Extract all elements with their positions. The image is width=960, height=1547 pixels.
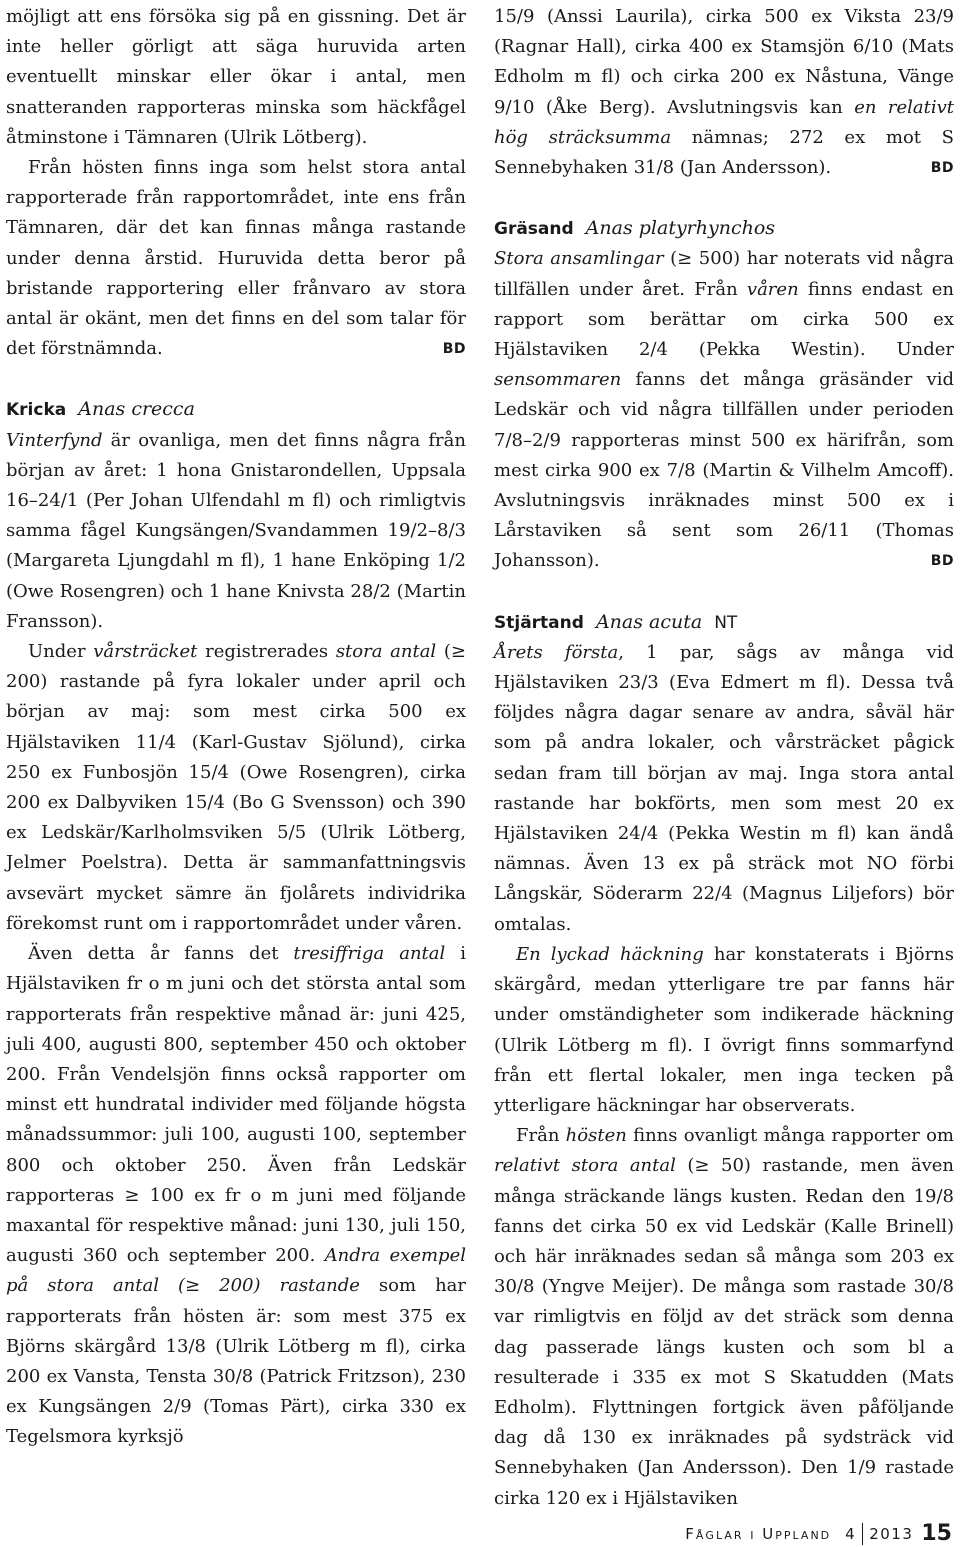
kricka-p3-b: tresiffriga antal (293, 943, 446, 965)
left-column (6, 2, 466, 1453)
paragraph-continued-right (494, 2, 954, 183)
g-p1-a: Stora ansamlingar (494, 248, 664, 270)
species-name: Gräsand (494, 219, 574, 240)
kricka-p2-a: Under (28, 641, 94, 663)
kricka-p3-c: i Hjälstaviken fr o m juni och det största antal som rapporterats från respektive månad är: juni 425, juli 400, augusti 800, september 450 och oktober 200. Från Vendelsjön finns också rapporter om minst ett hundratal individer med följande högsta månadssummor: juli 100, augusti 100, september 800 och oktober 250. Även från Ledskär rapporteras ≥ 100 ex fr o m juni med följande maxantal för respektive månad: juni 130, juli 150, augusti 360 och september 200. (6, 943, 466, 1267)
g-p1-d: finns endast en rapport som berättar om cirka 500 ex Hjälstaviken 2/4 (Pekka Westin). Under (494, 278, 954, 361)
s-p3-e: (≥ 50) rastande, men även många sträckande längs kusten. Redan den 19/8 fanns det cirka 50 ex vid Ledskär (Kalle Brinell) och här inräknades sedan så många som 203 ex 30/8 (Yngve Meijer). De många som rastade 30/8 var rimligtvis en följd av det sträck som denna dag passerade längs kusten och som bl a resulterade i 335 ex mot S Skatudden (Mats Edholm). Flyttningen fortgick även påföljande dag då 130 ex inräknades på sydsträck vid Sennebyhaken (Jan Andersson). Den 1/9 rastade cirka 120 ex i Hjälstaviken (494, 1155, 954, 1509)
cont-c: nämnas; 272 ex mot S Sennebyhaken 31/8 (Jan Andersson). (494, 126, 955, 179)
author-signature: BD (930, 553, 954, 570)
species-heading-kricka (6, 394, 466, 425)
kricka-p3-d: Andra exempel på stora antal (≥ 200) rastande (6, 1245, 466, 1297)
g-p1-c: våren (746, 278, 799, 300)
right-column (494, 2, 954, 1514)
grasand-paragraph-1 (494, 244, 954, 576)
kricka-p2-b: vårsträcket (93, 641, 198, 663)
kricka-p3-a: Även detta år fanns det (28, 943, 294, 965)
paragraph-autumn (6, 153, 466, 364)
cont-b: en relativt hög sträcksumma (494, 96, 955, 148)
s-p3-a: Från (516, 1125, 566, 1147)
species-latin: Anas acuta (595, 610, 703, 633)
page-number: 15 (921, 1521, 952, 1546)
s-p3-d: relativt stora antal (494, 1155, 676, 1177)
kricka-paragraph-3 (6, 939, 466, 1452)
s-p1-a: Årets första (494, 641, 619, 663)
s-p2-a: En lyckad häckning (516, 943, 704, 965)
cont-a: 15/9 (Anssi Laurila), cirka 500 ex Viksta 23/9 (Ragnar Hall), cirka 400 ex Stamsjön 6/10 (Mats Edholm m fl) och cirka 200 ex Nåstuna, Vänge 9/10 (Åke Berg). Avslutningsvis kan (494, 6, 954, 118)
kricka-p3-e: som har rapporterats från hösten är: som mest 375 ex Björns skärgård 13/8 (Ulrik Lötberg m fl), cirka 200 ex Vansta, Tensta 30/8 (Patrick Fritzson), 230 ex Kungsängen 2/9 (Tomas Pärt), cirka 330 ex Tegelsmora kyrksjö (6, 1275, 467, 1448)
s-p3-b: hösten (565, 1125, 627, 1147)
paragraph-continued: möjligt att ens försöka sig på en gissning. Det är inte heller görligt att säga huruvida arten eventuellt minskar eller ökar i antal, men snatteranden rapporteras minska som häckfågel åtminstone i Tämnaren (Ulrik Lötberg). (6, 6, 466, 148)
issue-number: 4 (845, 1524, 857, 1543)
kricka-paragraph-2 (6, 637, 466, 939)
issue-year: 2013 (869, 1524, 914, 1543)
kricka-p1-text: är ovanliga, men det finns några från början av året: 1 hona Gnistarondellen, Uppsala 16–24/1 (Per Johan Ulfendahl m fl) och rimligtvis samma fågel Kungsängen/Svandammen 19/2–8/3 (Margareta Ljungdahl m fl), 1 hane Enköping 1/2 (Owe Rosengren) och 1 hane Knivsta 28/2 (Martin Fransson). (6, 429, 466, 632)
page-footer (685, 1521, 952, 1546)
species-name: Stjärtand (494, 612, 584, 633)
stjartand-paragraph-3 (494, 1121, 954, 1514)
paragraph-autumn-text: Från hösten finns inga som helst stora antal rapporterade från rapportområdet, inte ens från Tämnaren, där det kan finnas många rastande under denna årstid. Huruvida detta beror på bristande rapportering eller frånvaro av stora antal är okänt, men det finns en del som talar för det förstnämnda. (6, 157, 466, 360)
kricka-p2-d: stora antal (335, 641, 437, 663)
author-signature: BD (930, 160, 954, 177)
kricka-p2-e: (≥ 200) rastande på fyra lokaler under april och början av maj: som mest cirka 500 ex Hjälstaviken 11/4 (Karl-Gustav Sjölund), cirka 250 ex Funbosjön 15/4 (Owe Rosengren), cirka 200 ex Dalbyviken 15/4 (Bo G Svensson) och 390 ex Ledskär/Karlholmsviken 5/5 (Ulrik Lötberg, Jelmer Poelstra). Detta är sammanfattningsvis avsevärt mycket sämre än fjolårets individrika förekomst runt om i rapportområdet under våren. (6, 641, 466, 934)
kricka-p2-c: registrerades (197, 641, 336, 663)
g-p1-b: (≥ 500) har noterats vid några tillfällen under året. Från (494, 248, 954, 300)
s-p2-b: har konstaterats i Björns skärgård, medan ytterligare tre par fanns här under omständigheter som indikerade häckning (Ulrik Lötberg m fl). I övrigt finns sommarfynd från ett flertal lokaler, men inga tecken på ytterligare häckningar har observerats. (494, 943, 955, 1116)
author-signature: BD (442, 341, 466, 358)
redlist-status: NT (714, 612, 738, 633)
species-name: Kricka (6, 400, 67, 421)
stjartand-paragraph-1 (494, 638, 954, 940)
species-heading-grasand (494, 213, 954, 244)
g-p1-f: fanns det många gräsänder vid Ledskär och vid några tillfällen under perioden 7/8–2/9 rapporteras minst 500 ex härifrån, som mest cirka 900 ex 7/8 (Martin & Vilhelm Amcoff). Avslutningsvis inräknades minst 500 ex i Lårstaviken så sent som 26/11 (Thomas Johansson). (494, 369, 954, 572)
stjartand-paragraph-2 (494, 940, 954, 1121)
magazine-title: Fåglar i Uppland (685, 1524, 832, 1543)
g-p1-e: sensommaren (494, 369, 622, 391)
s-p1-b: , 1 par, sågs av många vid Hjälstaviken 23/3 (Eva Edmert m fl). Dessa två följdes några dagar senare av andra, såväl här som på andra lokaler, och vårsträcket pågick sedan fram till början av maj. Inga stora antal rastande har bokförts, men som mest 20 ex Hjälstaviken 24/4 (Pekka Westin m fl) kan ändå nämnas. Även 13 ex på sträck mot NO förbi Långskär, Söderarm 22/4 (Magnus Liljefors) bör omtalas. (494, 641, 954, 935)
kricka-p1-lead: Vinterfynd (6, 429, 103, 451)
species-heading-stjartand (494, 607, 954, 638)
footer-divider (862, 1523, 863, 1545)
species-latin: Anas platyrhynchos (585, 217, 776, 240)
kricka-paragraph-1 (6, 426, 466, 637)
s-p3-c: finns ovanligt många rapporter om (626, 1125, 954, 1147)
species-latin: Anas crecca (78, 398, 195, 421)
